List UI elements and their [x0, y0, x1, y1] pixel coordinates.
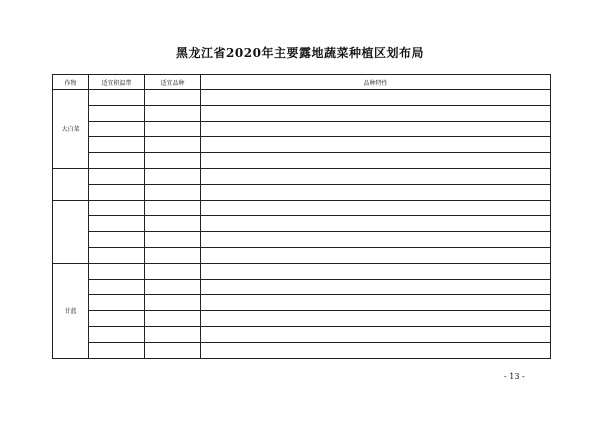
table-row — [53, 216, 551, 232]
characteristics-cell — [201, 168, 551, 184]
header-characteristics: 品种特性 — [201, 75, 551, 90]
zone-cell — [89, 342, 145, 358]
characteristics-cell — [201, 216, 551, 232]
characteristics-cell — [201, 263, 551, 279]
variety-cell — [145, 326, 201, 342]
zone-cell — [89, 216, 145, 232]
variety-cell — [145, 342, 201, 358]
variety-cell — [145, 263, 201, 279]
zone-cell — [89, 311, 145, 327]
variety-cell — [145, 311, 201, 327]
characteristics-cell — [201, 184, 551, 200]
crop-cell: 大白菜 — [53, 90, 89, 169]
characteristics-cell — [201, 342, 551, 358]
table-row — [53, 326, 551, 342]
zone-cell — [89, 90, 145, 106]
table-row — [53, 311, 551, 327]
variety-cell — [145, 279, 201, 295]
characteristics-cell — [201, 311, 551, 327]
table-body — [53, 90, 551, 359]
characteristics-cell — [201, 295, 551, 311]
table-header-row — [53, 75, 551, 90]
table-row — [53, 232, 551, 248]
page-title: 黑龙江省2020年主要露地蔬菜种植区划布局 — [176, 46, 424, 60]
crop-cell — [53, 200, 89, 263]
characteristics-cell — [201, 279, 551, 295]
table-row — [53, 137, 551, 153]
characteristics-cell — [201, 137, 551, 153]
variety-cell — [145, 232, 201, 248]
characteristics-cell — [201, 247, 551, 263]
table-row — [53, 121, 551, 137]
table-row — [53, 153, 551, 169]
zone-cell — [89, 247, 145, 263]
variety-cell — [145, 247, 201, 263]
zone-cell — [89, 326, 145, 342]
planting-table — [52, 74, 551, 359]
crop-cell: 甘蓝 — [53, 263, 89, 358]
header-variety: 适宜品种 — [145, 75, 201, 90]
table-row — [53, 263, 551, 279]
table-row — [53, 247, 551, 263]
zone-cell — [89, 184, 145, 200]
variety-cell — [145, 184, 201, 200]
zone-cell — [89, 153, 145, 169]
page-number: - 13 - — [504, 372, 525, 381]
zone-cell — [89, 263, 145, 279]
variety-cell — [145, 121, 201, 137]
zone-cell — [89, 232, 145, 248]
characteristics-cell — [201, 200, 551, 216]
zone-cell — [89, 137, 145, 153]
variety-cell — [145, 200, 201, 216]
zone-cell — [89, 121, 145, 137]
variety-cell — [145, 137, 201, 153]
characteristics-cell — [201, 232, 551, 248]
zone-cell — [89, 168, 145, 184]
characteristics-cell — [201, 105, 551, 121]
variety-cell — [145, 105, 201, 121]
header-crop: 作物 — [53, 75, 89, 90]
variety-cell — [145, 90, 201, 106]
table-row — [53, 184, 551, 200]
header-zone: 适宜积温带 — [89, 75, 145, 90]
table-row — [53, 105, 551, 121]
table-row — [53, 168, 551, 184]
crop-cell — [53, 168, 89, 200]
characteristics-cell — [201, 121, 551, 137]
zone-cell — [89, 279, 145, 295]
variety-cell — [145, 168, 201, 184]
variety-cell — [145, 295, 201, 311]
zone-cell — [89, 295, 145, 311]
variety-cell — [145, 153, 201, 169]
table-row — [53, 295, 551, 311]
table-row — [53, 90, 551, 106]
characteristics-cell — [201, 153, 551, 169]
table-row — [53, 342, 551, 358]
characteristics-cell — [201, 90, 551, 106]
table-row — [53, 279, 551, 295]
zone-cell — [89, 105, 145, 121]
variety-cell — [145, 216, 201, 232]
zone-cell — [89, 200, 145, 216]
characteristics-cell — [201, 326, 551, 342]
table-row — [53, 200, 551, 216]
